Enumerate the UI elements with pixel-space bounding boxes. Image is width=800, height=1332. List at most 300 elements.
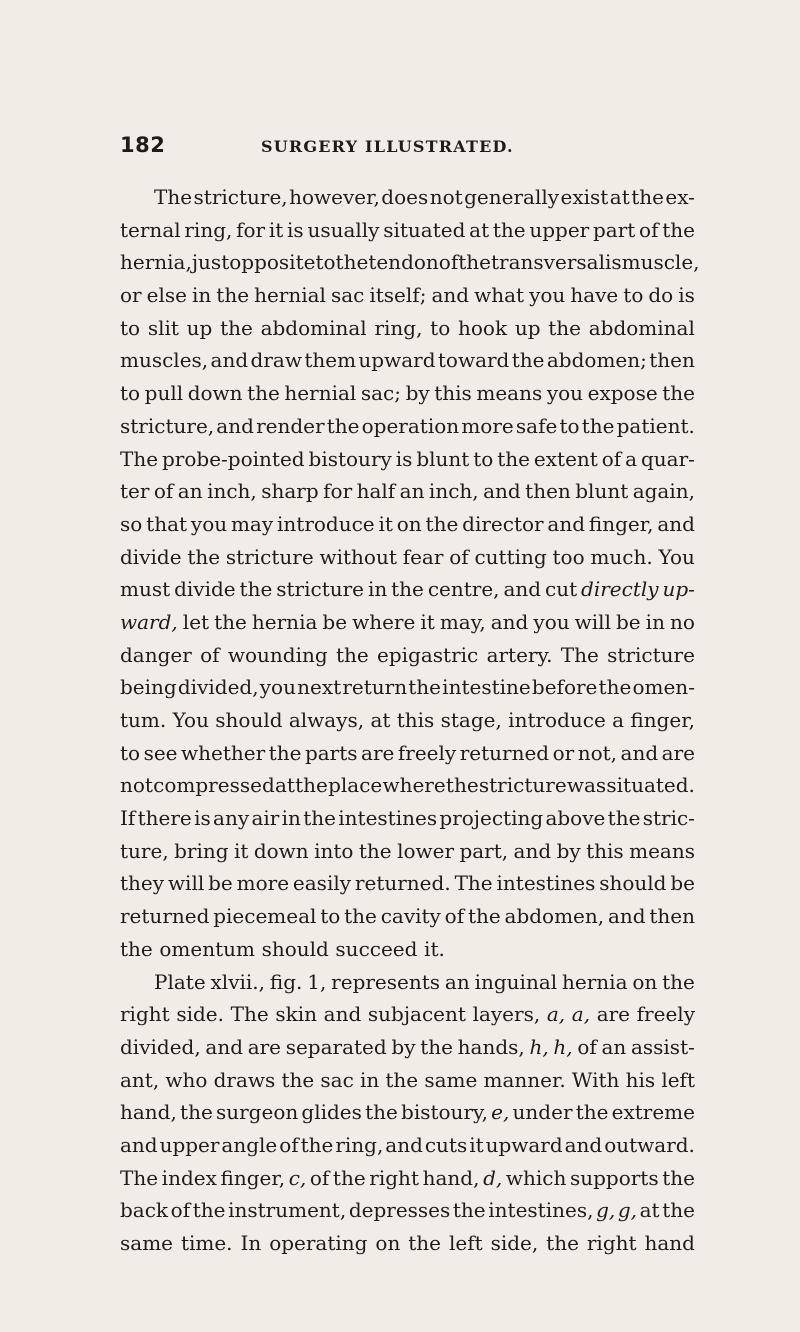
word: the: [575, 1100, 609, 1125]
word: divide: [120, 544, 182, 569]
word: h,: [529, 1034, 549, 1059]
word: hand: [644, 1231, 695, 1255]
word: an: [399, 479, 425, 504]
word: what: [474, 283, 525, 308]
word: layers,: [472, 1002, 541, 1027]
word: to: [320, 904, 341, 929]
text-line: [120, 443, 695, 476]
word: and: [431, 283, 470, 308]
word: returned.: [354, 871, 451, 896]
text-line: [120, 246, 700, 279]
word: of: [449, 544, 469, 569]
word: this: [434, 381, 472, 406]
word: to: [623, 283, 644, 308]
word: left: [448, 1231, 483, 1255]
word: introduce: [508, 708, 606, 732]
word: represents: [331, 969, 441, 994]
word: sac: [320, 1067, 354, 1092]
word: is: [395, 446, 413, 471]
word: transversalis: [491, 250, 622, 275]
word: you: [190, 511, 228, 536]
word: to: [315, 250, 336, 275]
word: glides: [301, 1100, 362, 1125]
word: to: [120, 315, 141, 340]
word: omentum: [159, 936, 255, 961]
word: The: [454, 871, 493, 896]
word: his: [625, 1067, 656, 1092]
word: the: [281, 1067, 315, 1092]
word: the: [187, 544, 221, 569]
word: slit: [147, 315, 179, 340]
word: on: [632, 969, 658, 994]
word: ex-: [665, 185, 695, 209]
text-line: [120, 1031, 695, 1064]
word: must: [120, 577, 171, 602]
word: for: [236, 217, 266, 242]
word: part,: [459, 838, 509, 863]
word: the: [192, 1198, 226, 1223]
word: supports: [569, 1165, 659, 1190]
word: hernial: [284, 381, 357, 406]
word: the: [408, 675, 442, 700]
word: safe: [515, 413, 558, 438]
word: that: [146, 511, 188, 536]
word: should: [599, 871, 667, 896]
word: depresses: [348, 1198, 451, 1223]
word: right: [120, 1002, 170, 1027]
word: the: [216, 283, 250, 308]
word: before: [531, 675, 598, 700]
word: of: [444, 904, 465, 929]
word: usually: [307, 217, 380, 242]
word: of: [170, 1198, 191, 1223]
word: subjacent: [367, 1002, 466, 1027]
word: assist-: [630, 1034, 695, 1059]
word: hernia: [562, 969, 628, 994]
word: stricture,: [193, 185, 288, 209]
text-line: [120, 279, 695, 312]
word: lower: [397, 838, 455, 863]
word: means: [476, 381, 543, 406]
word: do: [648, 283, 674, 308]
text-line: [120, 312, 695, 345]
text-line: [120, 214, 695, 247]
word: the: [492, 217, 526, 242]
word: the: [631, 185, 664, 209]
word: intestines: [338, 806, 438, 831]
text-line: [120, 900, 695, 933]
word: hernial: [254, 283, 326, 308]
word: The: [560, 642, 599, 667]
word: are: [247, 1034, 282, 1059]
word: being: [120, 675, 177, 700]
word: by: [556, 838, 581, 863]
word: centre,: [427, 577, 500, 602]
word: are: [361, 740, 395, 765]
word: not,: [577, 740, 618, 765]
word: and: [657, 511, 695, 536]
word: the: [467, 904, 501, 929]
word: the: [335, 642, 369, 667]
word: the: [358, 838, 392, 863]
word: patient.: [616, 413, 695, 438]
word: manner.: [483, 1067, 566, 1092]
word: side.: [176, 1002, 224, 1027]
word: piecemeal: [213, 904, 317, 929]
word: hook: [457, 315, 508, 340]
word: hand,: [422, 1165, 480, 1190]
word: situated: [383, 217, 466, 242]
word: at: [274, 773, 295, 798]
word: be: [208, 871, 233, 896]
word: or: [120, 283, 142, 308]
word: the: [458, 250, 492, 275]
word: The: [230, 1002, 269, 1027]
word: intestines,: [488, 1198, 594, 1223]
word: see: [143, 740, 178, 765]
text-line: [120, 1162, 695, 1195]
word: to: [120, 381, 141, 406]
word: the: [662, 969, 695, 994]
word: are: [661, 740, 695, 765]
word: freely: [636, 1002, 695, 1027]
word: pull: [144, 381, 184, 406]
word: the: [425, 511, 459, 536]
word: the: [511, 348, 545, 373]
word: omen-: [632, 675, 695, 700]
word: too: [552, 544, 585, 569]
word: parts: [304, 740, 358, 765]
word: compressed: [153, 773, 275, 798]
word: at: [370, 708, 391, 732]
word: bistoury,: [401, 1100, 488, 1125]
word: sharp: [261, 479, 319, 504]
word: and: [120, 1132, 158, 1157]
word: epigastric: [377, 642, 479, 667]
text-line: [120, 769, 695, 802]
text-line: [120, 802, 695, 835]
text-line: [120, 377, 695, 410]
word: stage,: [440, 708, 502, 732]
word: much.: [590, 544, 653, 569]
word: bistoury: [308, 446, 392, 471]
word: you: [546, 381, 584, 406]
word: at: [469, 217, 490, 242]
word: and: [216, 413, 254, 438]
word: returned: [120, 904, 210, 929]
word: and: [607, 904, 646, 929]
word: the: [662, 1198, 695, 1223]
word: or: [552, 740, 575, 765]
word: ring,: [374, 315, 423, 340]
word: introduce: [277, 511, 375, 536]
word: directly: [581, 577, 659, 602]
word: it.: [424, 936, 445, 961]
word: under: [512, 1100, 573, 1125]
word: ture,: [120, 838, 169, 863]
word: cavity: [380, 904, 441, 929]
word: ternal: [120, 217, 181, 242]
word: place: [328, 773, 383, 798]
word: you: [259, 675, 296, 700]
word: exist: [560, 185, 609, 209]
text-line: [120, 1227, 695, 1260]
word: separated: [285, 1034, 387, 1059]
word: then: [649, 348, 695, 373]
word: however,: [289, 185, 380, 209]
word: will: [574, 609, 611, 634]
word: into: [314, 838, 354, 863]
word: operation: [361, 413, 460, 438]
word: bring: [174, 838, 229, 863]
word: the: [607, 806, 641, 831]
word: there: [137, 806, 192, 831]
word: should: [261, 936, 329, 961]
word: and: [323, 1002, 362, 1027]
word: are: [596, 1002, 631, 1027]
word: and: [210, 348, 249, 373]
text-line: [120, 704, 695, 737]
word: not: [429, 185, 463, 209]
word: muscle,: [621, 250, 700, 275]
word: same: [424, 1067, 478, 1092]
word: quar-: [640, 446, 695, 471]
word: right: [586, 1231, 637, 1255]
word: does: [381, 185, 429, 209]
word: blunt: [575, 479, 629, 504]
word: so: [120, 511, 143, 536]
text-line: [120, 410, 695, 443]
word: the: [598, 675, 632, 700]
word: to: [473, 446, 494, 471]
word: the: [385, 1067, 419, 1092]
word: instrument,: [228, 1198, 347, 1223]
word: a,: [546, 1002, 566, 1027]
word: e,: [491, 1100, 510, 1125]
word: divided,: [120, 1034, 201, 1059]
word: freely: [397, 740, 457, 765]
word: to: [120, 740, 141, 765]
word: sac;: [360, 381, 401, 406]
word: on: [375, 1231, 401, 1255]
word: the: [344, 904, 377, 929]
text-line: [120, 867, 695, 900]
word: upper: [159, 1132, 220, 1157]
word: up: [514, 315, 541, 340]
word: divided,: [177, 675, 259, 700]
word: you: [533, 609, 570, 634]
word: projecting: [439, 806, 544, 831]
word: not: [120, 773, 153, 798]
word: in: [359, 1067, 380, 1092]
word: abdomen,: [504, 904, 605, 929]
word: blunt: [416, 446, 470, 471]
word: stricture: [225, 544, 314, 569]
text-line: [120, 639, 695, 672]
word: hernia: [251, 609, 318, 634]
word: the: [335, 250, 369, 275]
word: easily: [292, 871, 352, 896]
word: down: [187, 381, 243, 406]
word: stricture: [276, 577, 365, 602]
body-text: [120, 181, 700, 1260]
word: a: [625, 446, 638, 471]
word: will: [167, 871, 205, 896]
word: in: [281, 806, 301, 831]
word: the: [662, 217, 695, 242]
word: finger,: [630, 708, 695, 732]
word: the: [548, 315, 581, 340]
word: the: [300, 1132, 334, 1157]
word: d,: [483, 1165, 503, 1190]
word: outward.: [604, 1132, 695, 1157]
word: surgeon: [215, 1100, 299, 1125]
word: the: [120, 936, 153, 961]
word: director: [462, 511, 544, 536]
word: the: [445, 773, 479, 798]
word: If: [120, 806, 136, 831]
word: index: [161, 1165, 217, 1190]
word: again,: [632, 479, 695, 504]
word: and: [503, 577, 542, 602]
word: of: [639, 217, 659, 242]
word: itself;: [369, 283, 427, 308]
text-line: [120, 475, 695, 508]
word: of: [601, 446, 622, 471]
word: sac: [330, 283, 365, 308]
word: this: [396, 708, 435, 732]
word: the: [452, 1198, 486, 1223]
word: up-: [662, 577, 695, 602]
word: expose: [587, 381, 658, 406]
word: the: [662, 1165, 695, 1190]
word: abdominal: [260, 315, 367, 340]
word: cuts: [424, 1132, 468, 1157]
word: was: [566, 773, 607, 798]
word: the: [214, 609, 247, 634]
word: ring,: [184, 217, 233, 242]
word: above: [545, 806, 606, 831]
word: the: [581, 413, 615, 438]
word: xlvii.,: [210, 969, 265, 994]
word: where: [382, 773, 446, 798]
word: whether: [181, 740, 266, 765]
word: probe-pointed: [161, 446, 305, 471]
word: c,: [288, 1165, 307, 1190]
word: for: [323, 479, 353, 504]
word: muscles,: [120, 348, 209, 373]
word: a,: [571, 1002, 591, 1027]
text-line: [120, 835, 695, 868]
text-line: [120, 1064, 695, 1097]
word: 1,: [307, 969, 327, 994]
word: same: [120, 1231, 173, 1255]
word: may: [230, 511, 274, 536]
word: then: [649, 904, 695, 929]
word: them: [304, 348, 357, 373]
word: it: [469, 1132, 484, 1157]
word: extent: [533, 446, 598, 471]
word: fig.: [269, 969, 303, 994]
word: more: [461, 413, 514, 438]
word: always,: [288, 708, 365, 732]
word: intestines: [496, 871, 596, 896]
word: intestine: [442, 675, 531, 700]
word: upper: [529, 217, 590, 242]
word: tendon: [368, 250, 439, 275]
word: finger,: [588, 511, 654, 536]
word: the: [420, 1034, 453, 1059]
word: You: [172, 708, 209, 732]
word: fear: [402, 544, 444, 569]
word: stricture: [478, 773, 567, 798]
word: the: [220, 315, 253, 340]
word: and: [490, 609, 529, 634]
word: air: [251, 806, 280, 831]
word: by: [405, 381, 430, 406]
word: the: [268, 740, 302, 765]
word: by: [391, 1034, 416, 1059]
word: ring,: [335, 1132, 384, 1157]
running-title: SURGERY ILLUSTRATED.: [261, 137, 514, 156]
word: right: [369, 1165, 419, 1190]
text-line: [120, 1129, 695, 1162]
word: the: [391, 577, 424, 602]
word: of: [438, 250, 459, 275]
word: danger: [120, 642, 192, 667]
word: and: [205, 1034, 243, 1059]
word: the: [332, 1165, 366, 1190]
text-line: [120, 541, 695, 574]
word: the: [295, 773, 328, 798]
text-line: [120, 966, 695, 999]
word: let: [182, 609, 210, 634]
word: upward: [485, 1132, 563, 1157]
text-line: [120, 998, 695, 1031]
word: generally: [464, 185, 560, 209]
word: side,: [490, 1231, 539, 1255]
word: the: [365, 1100, 398, 1125]
word: the: [180, 1100, 213, 1125]
word: ward,: [120, 609, 178, 634]
text-line: [120, 344, 695, 377]
word: left: [661, 1067, 695, 1092]
word: hernia,: [120, 250, 192, 275]
word: an: [444, 969, 470, 994]
word: stric-: [642, 806, 695, 831]
word: be: [670, 871, 695, 896]
word: next: [297, 675, 342, 700]
word: the: [408, 1231, 442, 1255]
word: return: [342, 675, 408, 700]
word: With: [571, 1067, 620, 1092]
word: back: [120, 1198, 169, 1223]
word: ant,: [120, 1067, 160, 1092]
word: inch,: [207, 479, 257, 504]
word: draw: [250, 348, 302, 373]
word: divide: [174, 577, 236, 602]
word: artery.: [486, 642, 553, 667]
word: of: [153, 479, 174, 504]
word: be: [322, 609, 348, 634]
word: situated.: [606, 773, 695, 798]
word: at: [639, 1198, 660, 1223]
page-number: 182: [120, 133, 166, 157]
word: means: [629, 838, 695, 863]
word: in: [645, 609, 665, 634]
word: should: [215, 708, 283, 732]
word: more: [236, 871, 290, 896]
